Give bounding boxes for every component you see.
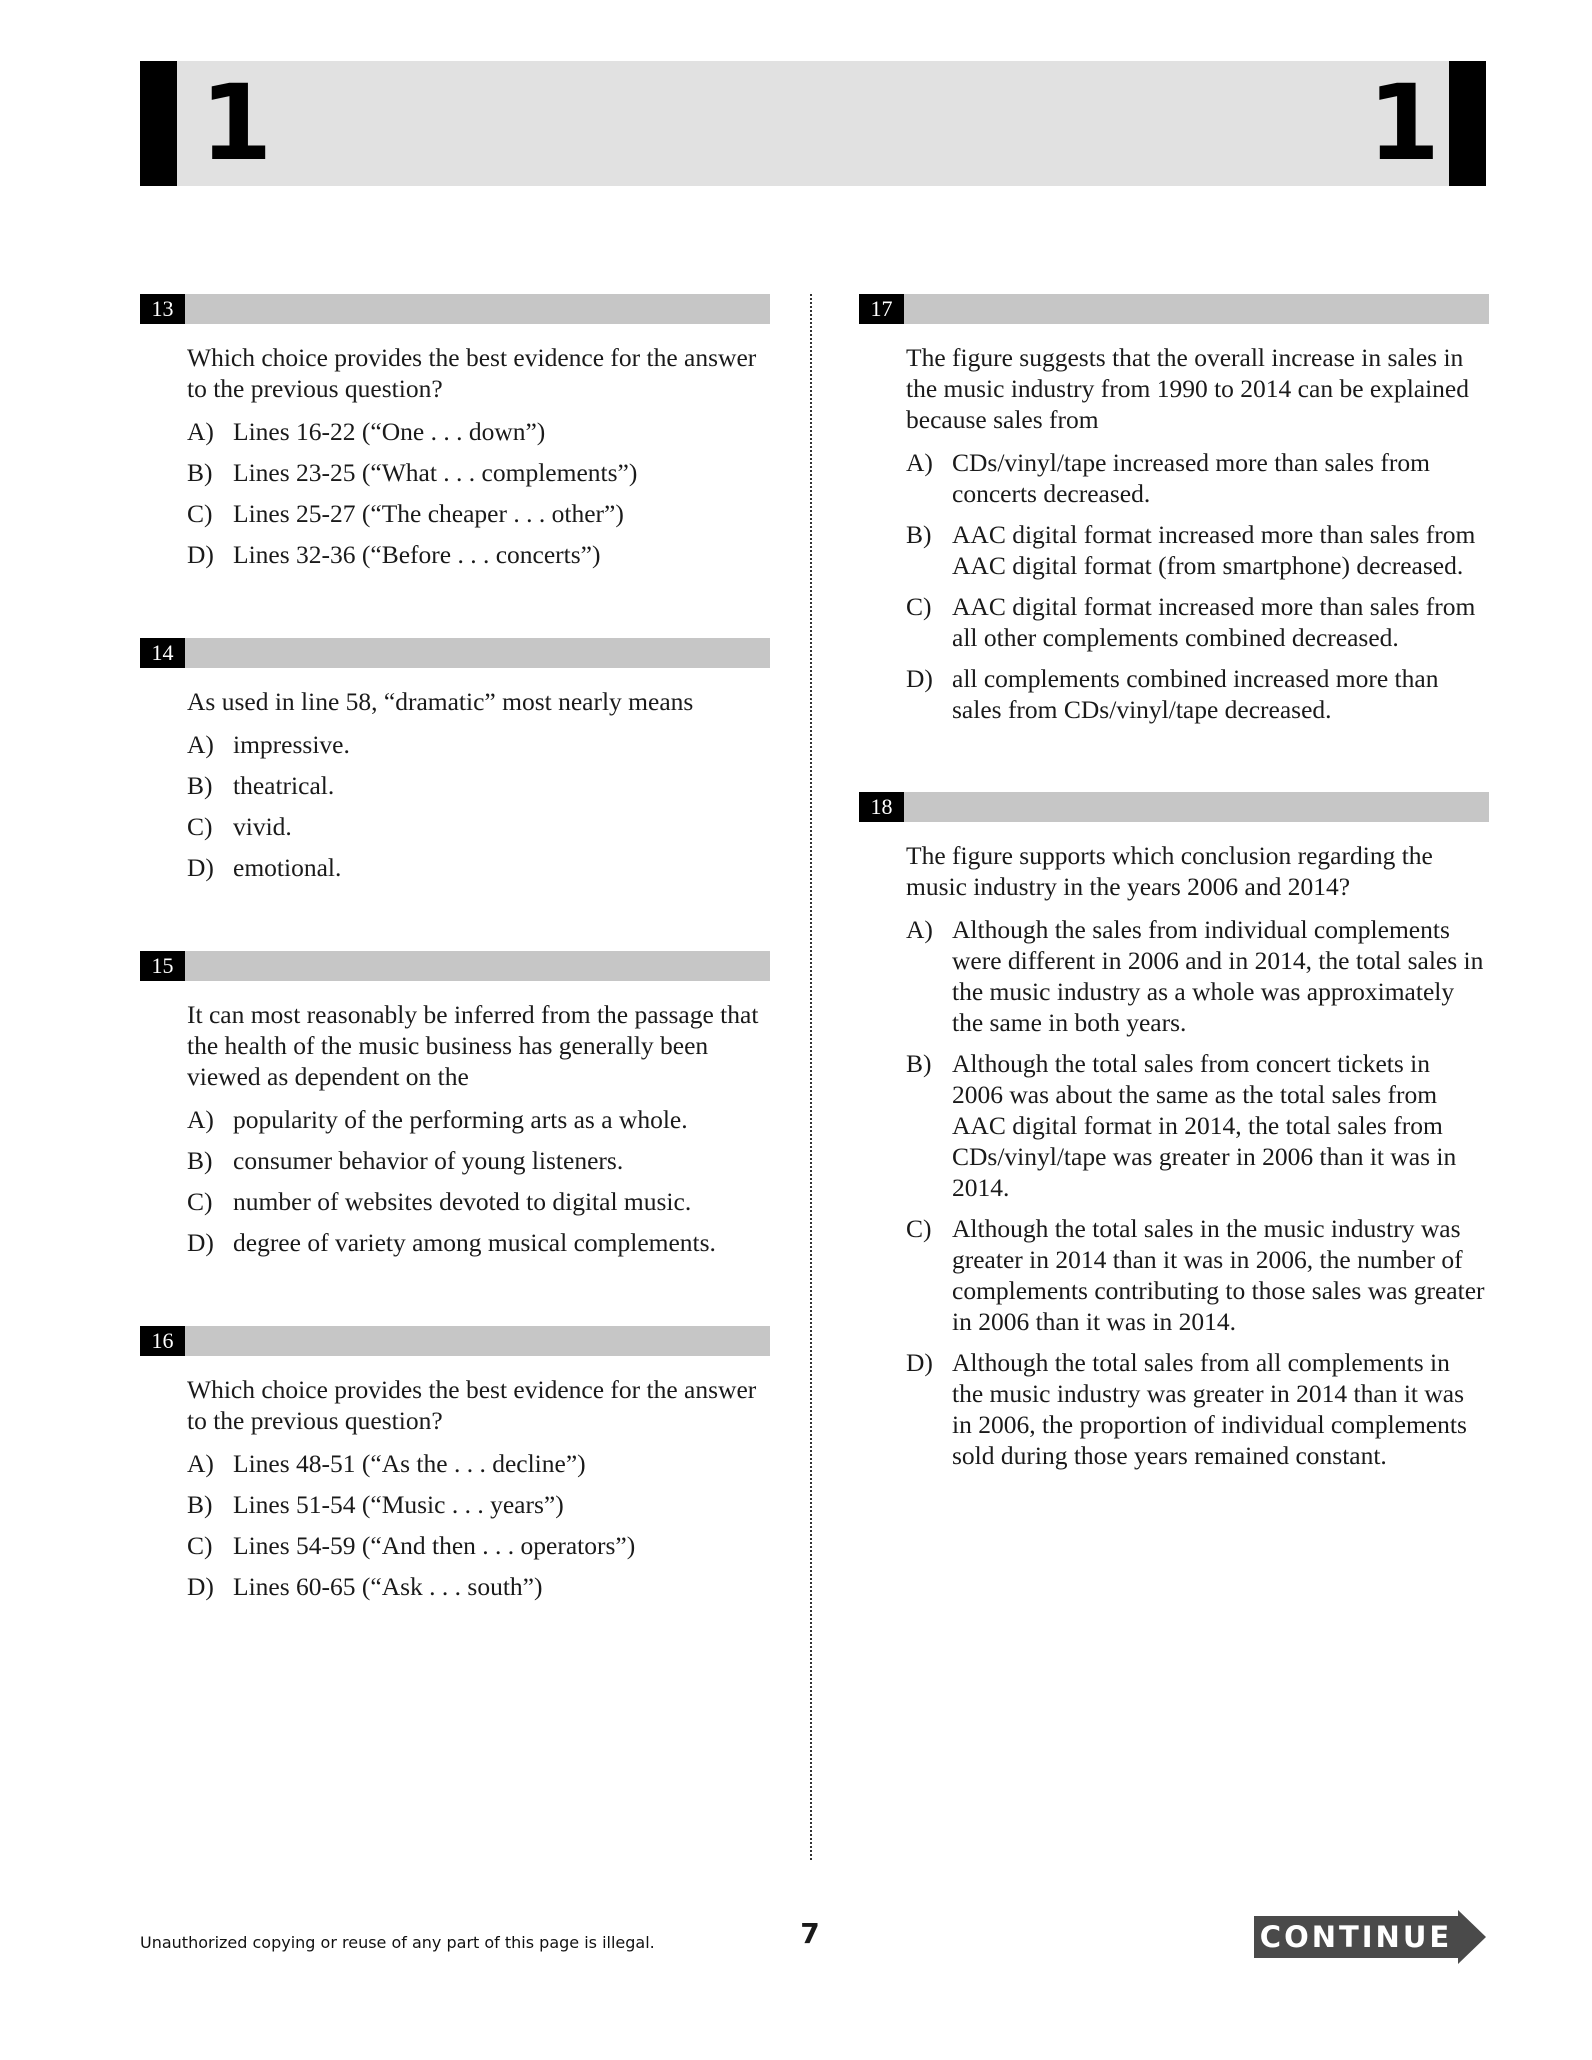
question-number: 17 (859, 294, 904, 324)
question-header-bar (859, 792, 1489, 822)
choice-text: Although the total sales in the music industry was greater in 2014 than it was in 2006, the number of complements contributing to those sales was greater in 2006 than it was in 2014. (952, 1214, 1485, 1336)
section-header-left-bar (140, 61, 177, 186)
choice-text: Lines 48-51 (“As the . . . decline”) (233, 1449, 586, 1478)
question-stem: The figure supports which conclusion regarding the music industry in the years 2006 and 2014? (906, 841, 1433, 901)
question-header-bar (140, 1326, 770, 1356)
continue-label: CONTINUE (1259, 1920, 1453, 1954)
choice-letter: D) (187, 1572, 214, 1601)
right-column (859, 294, 1489, 1471)
choice-text: theatrical. (233, 771, 335, 800)
choice-letter: C) (906, 1214, 932, 1243)
question-stem: Which choice provides the best evidence for the answer to the previous question? (187, 343, 757, 403)
choice-text: AAC digital format increased more than sales from all other complements combined decreased. (952, 592, 1476, 652)
answer-choice-a[interactable] (906, 447, 1486, 509)
question-17 (859, 294, 1489, 725)
answer-choice-b[interactable] (906, 1048, 1486, 1203)
choice-text: all complements combined increased more than sales from CDs/vinyl/tape decreased. (952, 664, 1439, 724)
choice-letter: A) (187, 417, 214, 446)
choice-letter: A) (187, 1449, 214, 1478)
question-13 (140, 294, 770, 570)
answer-choice-b[interactable] (187, 770, 767, 801)
choice-letter: C) (906, 592, 932, 621)
choice-text: number of websites devoted to digital music. (233, 1187, 692, 1216)
answer-choice-b[interactable] (187, 1489, 767, 1520)
choice-letter: A) (187, 1105, 214, 1134)
answer-choice-a[interactable] (906, 914, 1486, 1038)
question-18 (859, 792, 1489, 1471)
question-header (859, 792, 1489, 822)
section-number-left: 1 (200, 62, 273, 184)
choice-letter: B) (187, 1146, 213, 1175)
copyright-notice: Unauthorized copying or reuse of any part of this page is illegal. (140, 1933, 655, 1952)
answer-choice-d[interactable] (187, 1571, 767, 1602)
question-stem: Which choice provides the best evidence for the answer to the previous question? (187, 1375, 757, 1435)
answer-choice-d[interactable] (906, 1347, 1486, 1471)
answer-choices (906, 914, 1486, 1471)
answer-choice-a[interactable] (187, 1104, 767, 1135)
choice-text: Although the sales from individual complements were different in 2006 and in 2014, the total sales in the music industry as a whole was approximately the same in both years. (952, 915, 1484, 1037)
answer-choice-d[interactable] (187, 1227, 767, 1258)
question-14 (140, 638, 770, 883)
choice-text: impressive. (233, 730, 350, 759)
choice-text: popularity of the performing arts as a whole. (233, 1105, 688, 1134)
answer-choice-a[interactable] (187, 416, 767, 447)
question-16 (140, 1326, 770, 1602)
choice-letter: D) (187, 540, 214, 569)
question-stem: As used in line 58, “dramatic” most nearly means (187, 687, 694, 716)
column-divider (810, 294, 812, 1860)
question-number: 13 (140, 294, 185, 324)
answer-choice-c[interactable] (906, 591, 1486, 653)
answer-choice-b[interactable] (187, 1145, 767, 1176)
choice-text: Lines 25-27 (“The cheaper . . . other”) (233, 499, 624, 528)
choice-text: vivid. (233, 812, 292, 841)
question-15 (140, 951, 770, 1258)
answer-choice-b[interactable] (906, 519, 1486, 581)
choice-letter: A) (906, 915, 933, 944)
answer-choice-a[interactable] (187, 729, 767, 760)
answer-choice-c[interactable] (187, 498, 767, 529)
choice-letter: D) (906, 1348, 933, 1377)
choice-letter: A) (187, 730, 214, 759)
choice-text: emotional. (233, 853, 342, 882)
question-header-bar (859, 294, 1489, 324)
choice-letter: B) (187, 458, 213, 487)
choice-text: Lines 54-59 (“And then . . . operators”) (233, 1531, 636, 1560)
continue-button[interactable] (1254, 1910, 1486, 1964)
answer-choices (187, 1448, 767, 1602)
choice-text: Lines 51-54 (“Music . . . years”) (233, 1490, 564, 1519)
choice-text: Lines 23-25 (“What . . . complements”) (233, 458, 638, 487)
section-header-right-bar (1449, 61, 1486, 186)
answer-choice-b[interactable] (187, 457, 767, 488)
answer-choice-d[interactable] (187, 539, 767, 570)
answer-choices (187, 729, 767, 883)
choice-letter: C) (187, 812, 213, 841)
answer-choice-c[interactable] (187, 1186, 767, 1217)
choice-letter: D) (187, 1228, 214, 1257)
answer-choice-c[interactable] (906, 1213, 1486, 1337)
question-number: 15 (140, 951, 185, 981)
question-stem: The figure suggests that the overall increase in sales in the music industry from 1990 to 2014 can be explained because sales from (906, 343, 1470, 434)
section-number-right: 1 (1367, 62, 1440, 184)
choice-letter: C) (187, 499, 213, 528)
choice-text: AAC digital format increased more than sales from AAC digital format (from smartphone) decreased. (952, 520, 1476, 580)
question-header-bar (140, 294, 770, 324)
answer-choices (187, 416, 767, 570)
choice-letter: B) (906, 1049, 932, 1078)
question-header (140, 638, 770, 668)
choice-text: Lines 32-36 (“Before . . . concerts”) (233, 540, 601, 569)
question-header (140, 1326, 770, 1356)
question-number: 18 (859, 792, 904, 822)
answer-choice-c[interactable] (187, 811, 767, 842)
question-header-bar (140, 638, 770, 668)
choice-letter: D) (906, 664, 933, 693)
question-number: 14 (140, 638, 185, 668)
page-number: 7 (800, 1917, 820, 1950)
answer-choices (187, 1104, 767, 1258)
choice-text: Lines 16-22 (“One . . . down”) (233, 417, 546, 446)
left-column (140, 294, 770, 1602)
question-header (140, 951, 770, 981)
question-header (859, 294, 1489, 324)
choice-letter: D) (187, 853, 214, 882)
choice-text: CDs/vinyl/tape increased more than sales from concerts decreased. (952, 448, 1430, 508)
section-header-band (140, 61, 1486, 186)
choice-letter: C) (187, 1531, 213, 1560)
choice-text: Although the total sales from concert tickets in 2006 was about the same as the total sales from AAC digital format in 2014, the total sales from CDs/vinyl/tape was greater in 2006 than it was in 2014. (952, 1049, 1457, 1202)
answer-choices (906, 447, 1486, 725)
answer-choice-d[interactable] (906, 663, 1486, 725)
answer-choice-d[interactable] (187, 852, 767, 883)
choice-text: Although the total sales from all complements in the music industry was greater in 2014 than it was in 2006, the proportion of individual complements sold during those years remained constant. (952, 1348, 1467, 1470)
choice-letter: B) (906, 520, 932, 549)
choice-letter: C) (187, 1187, 213, 1216)
question-number: 16 (140, 1326, 185, 1356)
choice-letter: B) (187, 1490, 213, 1519)
choice-text: degree of variety among musical complements. (233, 1228, 716, 1257)
choice-text: consumer behavior of young listeners. (233, 1146, 624, 1175)
choice-letter: A) (906, 448, 933, 477)
choice-text: Lines 60-65 (“Ask . . . south”) (233, 1572, 543, 1601)
question-stem: It can most reasonably be inferred from the passage that the health of the music business has generally been viewed as dependent on the (187, 1000, 759, 1091)
question-header-bar (140, 951, 770, 981)
question-header (140, 294, 770, 324)
answer-choice-c[interactable] (187, 1530, 767, 1561)
choice-letter: B) (187, 771, 213, 800)
answer-choice-a[interactable] (187, 1448, 767, 1479)
